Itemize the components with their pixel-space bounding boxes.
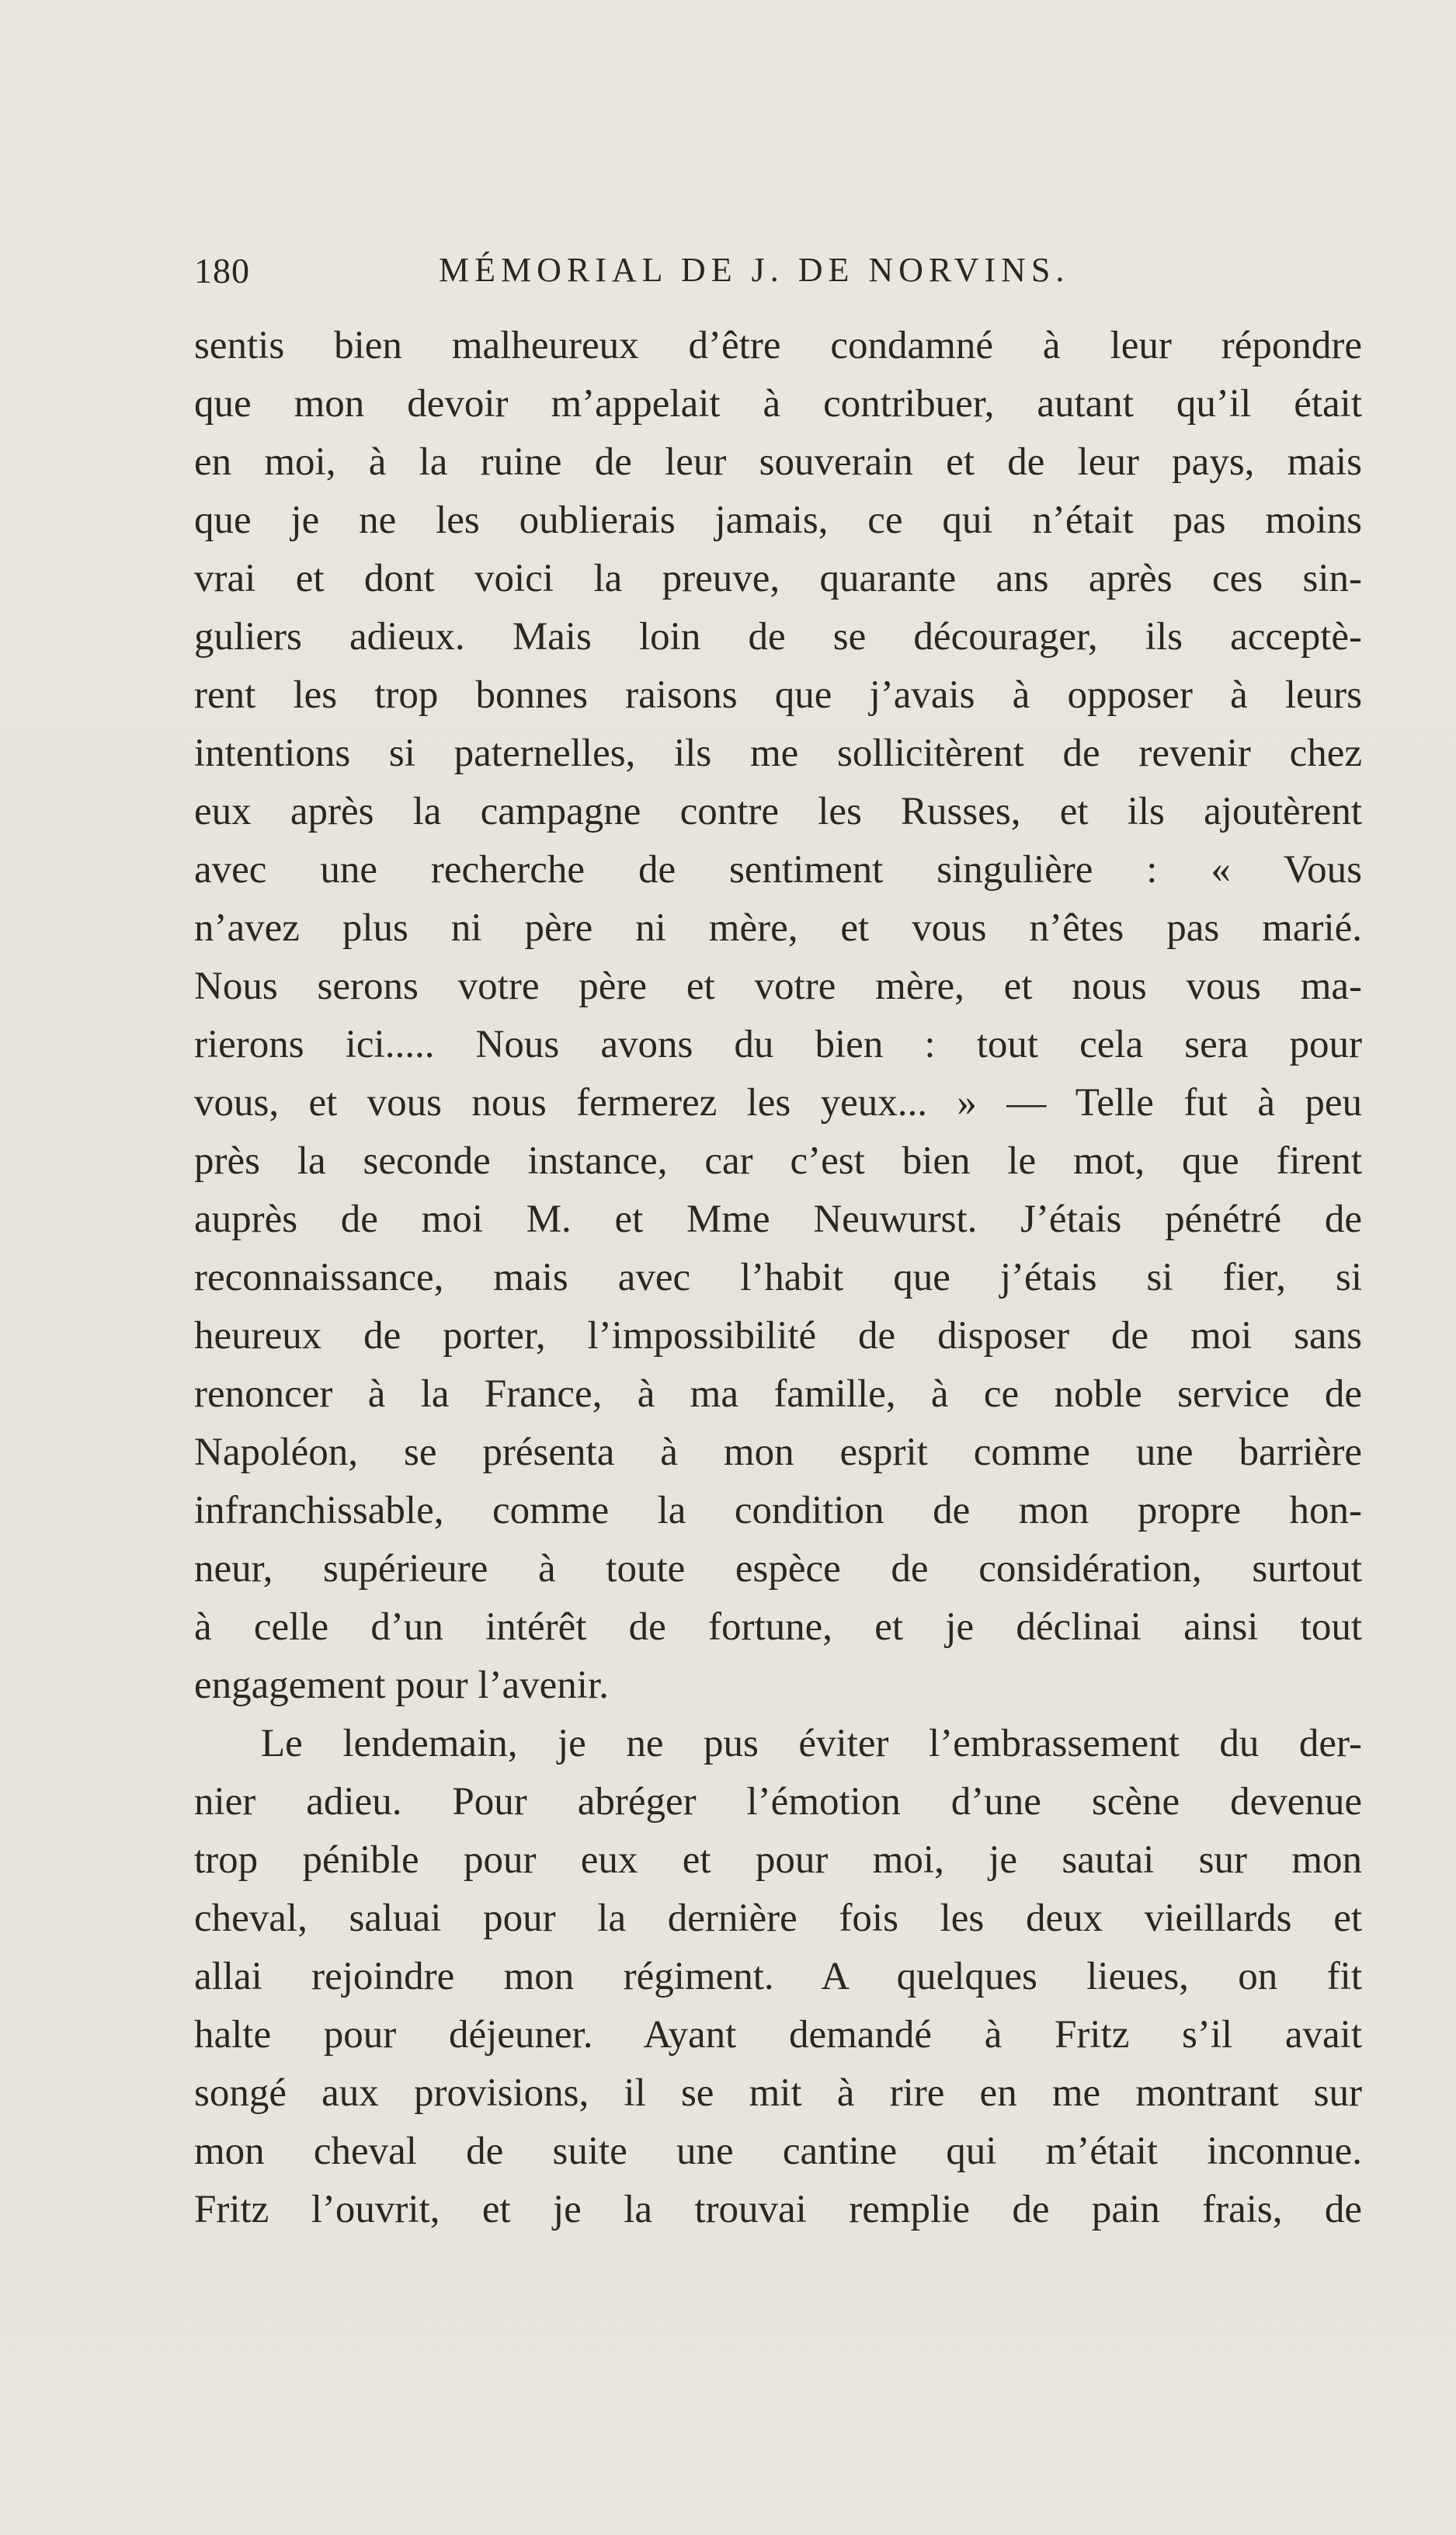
text-line: rierons ici..... Nous avons du bien : tout cela sera pour	[194, 1023, 1362, 1066]
text-line-paragraph-end: engagement pour l’avenir.	[194, 1664, 609, 1707]
text-line: vous, et vous nous fermerez les yeux... » — Telle fut à peu	[194, 1081, 1362, 1125]
text-line: avec une recherche de sentiment singulière : « Vous	[194, 848, 1362, 892]
text-line: près la seconde instance, car c’est bien le mot, que firent	[194, 1139, 1362, 1183]
text-line: reconnaissance, mais avec l’habit que j’étais si fier, si	[194, 1256, 1362, 1299]
text-line: cheval, saluai pour la dernière fois les deux vieillards et	[194, 1897, 1362, 1940]
text-line: n’avez plus ni père ni mère, et vous n’êtes pas marié.	[194, 906, 1362, 950]
text-line: heureux de porter, l’impossibilité de disposer de moi sans	[194, 1314, 1362, 1358]
page-number: 180	[194, 251, 250, 290]
text-line: trop pénible pour eux et pour moi, je sautai sur mon	[194, 1838, 1362, 1882]
text-line: que mon devoir m’appelait à contribuer, autant qu’il était	[194, 382, 1362, 426]
text-line: sentis bien malheureux d’être condamné à leur répondre	[194, 324, 1362, 367]
text-line: songé aux provisions, il se mit à rire en me montrant sur	[194, 2071, 1362, 2115]
running-head	[194, 250, 1110, 297]
text-line: rent les trop bonnes raisons que j’avais à opposer à leurs	[194, 673, 1362, 717]
text-line: nier adieu. Pour abréger l’émotion d’une scène devenue	[194, 1780, 1362, 1824]
text-line: renoncer à la France, à ma famille, à ce noble service de	[194, 1372, 1362, 1416]
text-line: mon cheval de suite une cantine qui m’était inconnue.	[194, 2130, 1362, 2173]
text-line: guliers adieux. Mais loin de se décourager, ils acceptè-	[194, 615, 1362, 659]
body-text	[194, 317, 1362, 2239]
text-line: intentions si paternelles, ils me sollicitèrent de revenir chez	[194, 732, 1362, 775]
text-line: Fritz l’ouvrit, et je la trouvai remplie de pain frais, de	[194, 2188, 1362, 2231]
text-line: infranchissable, comme la condition de mon propre hon-	[194, 1489, 1362, 1532]
text-line: halte pour déjeuner. Ayant demandé à Fritz s’il avait	[194, 2013, 1362, 2057]
text-line: neur, supérieure à toute espèce de considération, surtout	[194, 1547, 1362, 1591]
text-line: en moi, à la ruine de leur souverain et de leur pays, mais	[194, 440, 1362, 484]
text-line-paragraph-start: Le lendemain, je ne pus éviter l’embrassement du der-	[261, 1722, 1362, 1765]
text-line: allai rejoindre mon régiment. A quelques lieues, on fit	[194, 1955, 1362, 1998]
text-line: auprès de moi M. et Mme Neuwurst. J’étais pénétré de	[194, 1198, 1362, 1241]
text-line: eux après la campagne contre les Russes, et ils ajoutèrent	[194, 790, 1362, 833]
text-line: vrai et dont voici la preuve, quarante ans après ces sin-	[194, 557, 1362, 600]
running-title: MÉMORIAL DE J. DE NORVINS.	[439, 251, 1070, 289]
text-line: Napoléon, se présenta à mon esprit comme une barrière	[194, 1431, 1362, 1474]
text-line: Nous serons votre père et votre mère, et nous vous ma-	[194, 965, 1362, 1008]
text-line: que je ne les oublierais jamais, ce qui n’était pas moins	[194, 499, 1362, 542]
text-line: à celle d’un intérêt de fortune, et je déclinai ainsi tout	[194, 1605, 1362, 1649]
